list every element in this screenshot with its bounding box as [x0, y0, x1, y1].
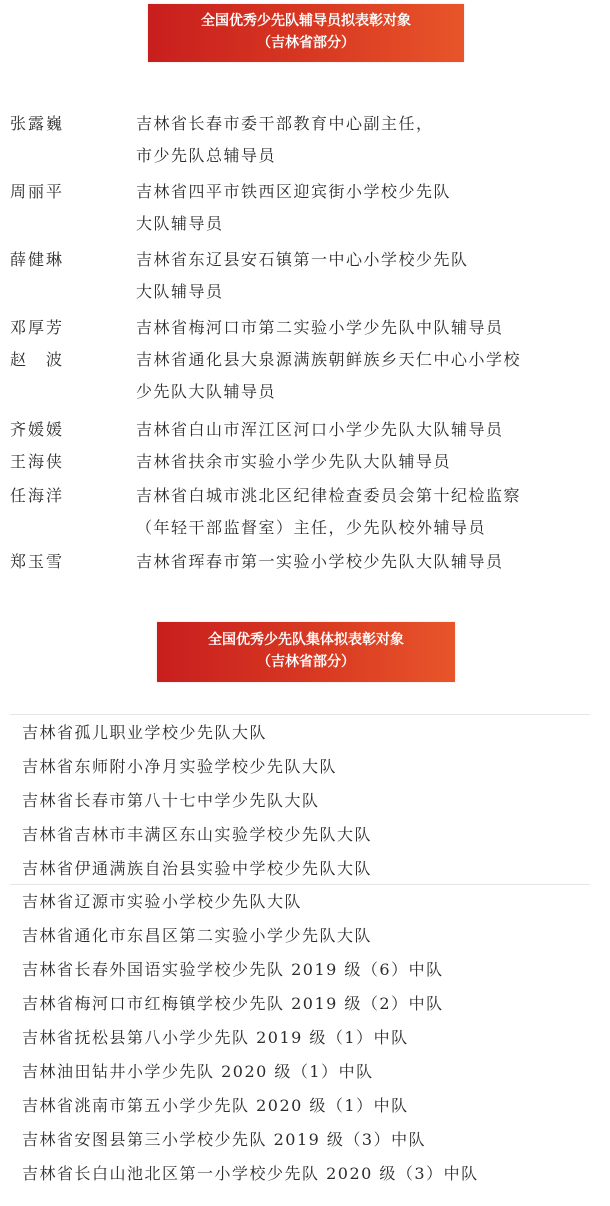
section-title-line2: （吉林省部分）: [257, 35, 355, 51]
section-title-banner-counselors: [148, 4, 464, 62]
counselor-name: 任海洋: [10, 486, 65, 505]
counselor-description-line: 少先队大队辅导员: [136, 382, 277, 401]
counselor-description-line: 吉林省东辽县安石镇第一中心小学校少先队: [136, 250, 469, 269]
counselor-name: 薛健琳: [10, 250, 65, 269]
collective-item: 吉林省伊通满族自治县实验中学校少先队大队: [22, 858, 373, 878]
collective-item: 吉林省东师附小净月实验学校少先队大队: [22, 756, 338, 776]
counselor-description-line: 吉林省四平市铁西区迎宾街小学校少先队: [136, 182, 452, 201]
counselor-description-line: 吉林省扶余市实验小学少先队大队辅导员: [136, 452, 452, 471]
collective-item: 吉林省辽源市实验小学校少先队大队: [22, 892, 303, 912]
section-title-line2: （吉林省部分）: [257, 654, 355, 670]
collective-item: 吉林省抚松县第八小学少先队 2019 级（1）中队: [22, 1028, 409, 1048]
collective-item: 吉林省长春外国语实验学校少先队 2019 级（6）中队: [22, 960, 444, 980]
counselor-description: [136, 546, 596, 578]
counselor-name: 张露巍: [10, 114, 65, 133]
counselor-description-line: 吉林省白山市浑江区河口小学少先队大队辅导员: [136, 420, 504, 439]
counselor-description: [136, 414, 596, 446]
counselor-name: 齐媛媛: [10, 420, 65, 439]
counselor-name: 郑玉雪: [10, 552, 65, 571]
counselor-description: [136, 312, 596, 344]
collective-item: 吉林油田钻井小学少先队 2020 级（1）中队: [22, 1061, 374, 1081]
counselor-name: 王海侠: [10, 452, 65, 471]
collective-item: 吉林省通化市东昌区第二实验小学少先队大队: [22, 926, 373, 946]
counselor-description: [136, 176, 596, 240]
counselor-description-line: 吉林省梅河口市第二实验小学少先队中队辅导员: [136, 318, 504, 337]
section-title-line1: 全国优秀少先队辅导员拟表彰对象: [201, 13, 411, 29]
counselor-description: [136, 108, 596, 172]
counselor-description: [136, 446, 596, 478]
counselor-name: 赵 波: [10, 350, 65, 369]
collective-list: [22, 716, 479, 1190]
counselor-description-line: 大队辅导员: [136, 214, 224, 233]
counselor-description: [136, 244, 596, 308]
collective-item: 吉林省长春市第八十七中学少先队大队: [22, 790, 320, 810]
divider: [10, 714, 590, 715]
counselor-description-line: 吉林省珲春市第一实验小学校少先队大队辅导员: [136, 552, 504, 571]
counselor-name: 周丽平: [10, 182, 65, 201]
collective-item: 吉林省孤儿职业学校少先队大队: [22, 723, 268, 742]
section-title-line1: 全国优秀少先队集体拟表彰对象: [208, 632, 404, 648]
collective-item: 吉林省长白山池北区第一小学校少先队 2020 级（3）中队: [22, 1163, 479, 1183]
counselor-name: 邓厚芳: [10, 318, 65, 337]
counselor-description-line: 市少先队总辅导员: [136, 146, 277, 165]
counselor-description-line: 吉林省通化县大泉源满族朝鲜族乡天仁中心小学校: [136, 350, 522, 369]
counselor-description-line: 吉林省长春市委干部教育中心副主任，: [136, 114, 434, 133]
collective-item: 吉林省吉林市丰满区东山实验学校少先队大队: [22, 824, 373, 844]
counselor-description-line: 大队辅导员: [136, 282, 224, 301]
section-title-banner-collectives: [157, 622, 455, 682]
counselor-description-line: 吉林省白城市洮北区纪律检查委员会第十纪检监察: [136, 486, 522, 505]
counselor-description: [136, 344, 596, 408]
collective-item: 吉林省梅河口市红梅镇学校少先队 2019 级（2）中队: [22, 994, 444, 1014]
collective-item: 吉林省安图县第三小学校少先队 2019 级（3）中队: [22, 1129, 427, 1149]
counselor-description-line: （年轻干部监督室）主任，少先队校外辅导员: [136, 518, 487, 537]
collective-item: 吉林省洮南市第五小学少先队 2020 级（1）中队: [22, 1095, 409, 1115]
counselor-description: [136, 480, 596, 544]
